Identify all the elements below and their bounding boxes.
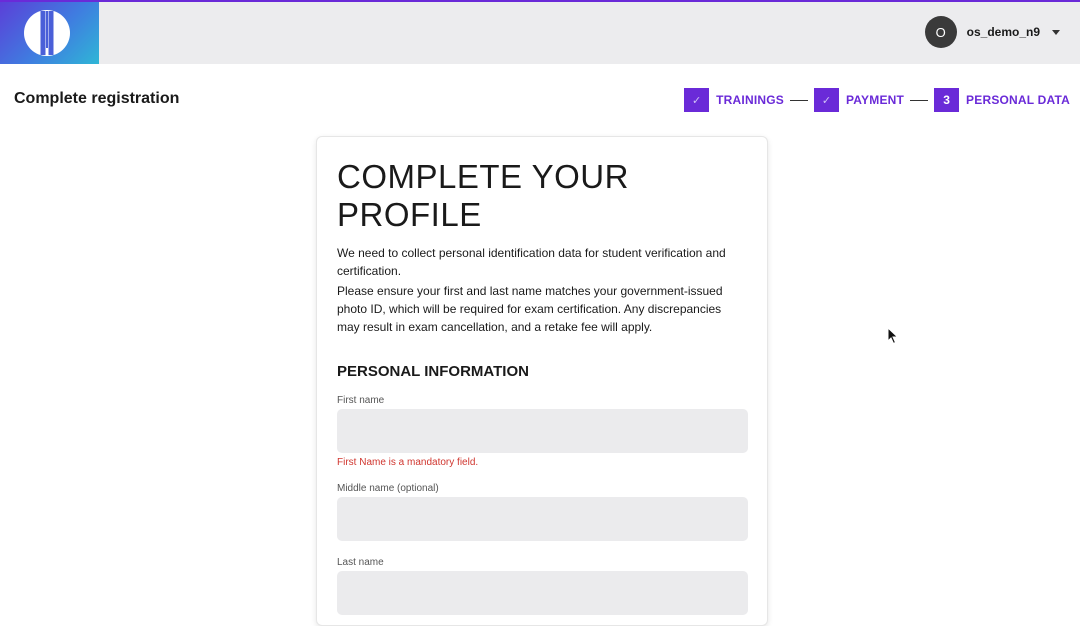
last-name-input[interactable] [337, 571, 748, 615]
mouse-cursor-icon [887, 327, 899, 345]
chevron-down-icon[interactable] [1052, 30, 1060, 35]
form-heading: COMPLETE YOUR PROFILE [337, 158, 629, 233]
step-label: PAYMENT [845, 93, 905, 107]
intro-text: We need to collect personal identification data for student verification and certification. [337, 246, 726, 278]
section-title: PERSONAL INFORMATION [337, 363, 529, 380]
user-menu[interactable] [925, 16, 1060, 48]
middle-name-label: Middle name (optional) [337, 483, 439, 494]
step-divider [790, 100, 808, 101]
logo-icon [22, 8, 72, 58]
step-personal-data[interactable] [934, 88, 1070, 112]
registration-stepper [684, 88, 1070, 112]
first-name-label: First name [337, 395, 385, 406]
page-title: Complete registration [14, 90, 180, 107]
step-label: PERSONAL DATA [966, 93, 1070, 107]
first-name-error: First Name is a mandatory field. [337, 457, 479, 468]
middle-name-input[interactable] [337, 497, 748, 541]
step-divider [910, 100, 928, 101]
last-name-label: Last name [337, 557, 384, 568]
app-header [0, 2, 1080, 64]
profile-form-card [316, 136, 768, 626]
id-notice-text: Please ensure your first and last name matches your government-issued photo ID, which will be required for exam certification. Any discrepancies may result in exam cancellation, and a retake fee will apply. [337, 284, 723, 334]
first-name-input[interactable] [337, 409, 748, 453]
check-icon: ✓ [692, 94, 702, 107]
avatar[interactable]: O [925, 16, 957, 48]
step-trainings[interactable] [684, 88, 784, 112]
step-marker [684, 88, 709, 112]
username[interactable]: os_demo_n9 [966, 25, 1040, 39]
step-payment[interactable] [814, 88, 904, 112]
check-icon: ✓ [821, 94, 832, 107]
step-number: 3 [934, 88, 959, 112]
app-logo[interactable] [0, 2, 99, 64]
step-marker [814, 88, 839, 112]
step-label: TRAININGS [716, 93, 784, 107]
